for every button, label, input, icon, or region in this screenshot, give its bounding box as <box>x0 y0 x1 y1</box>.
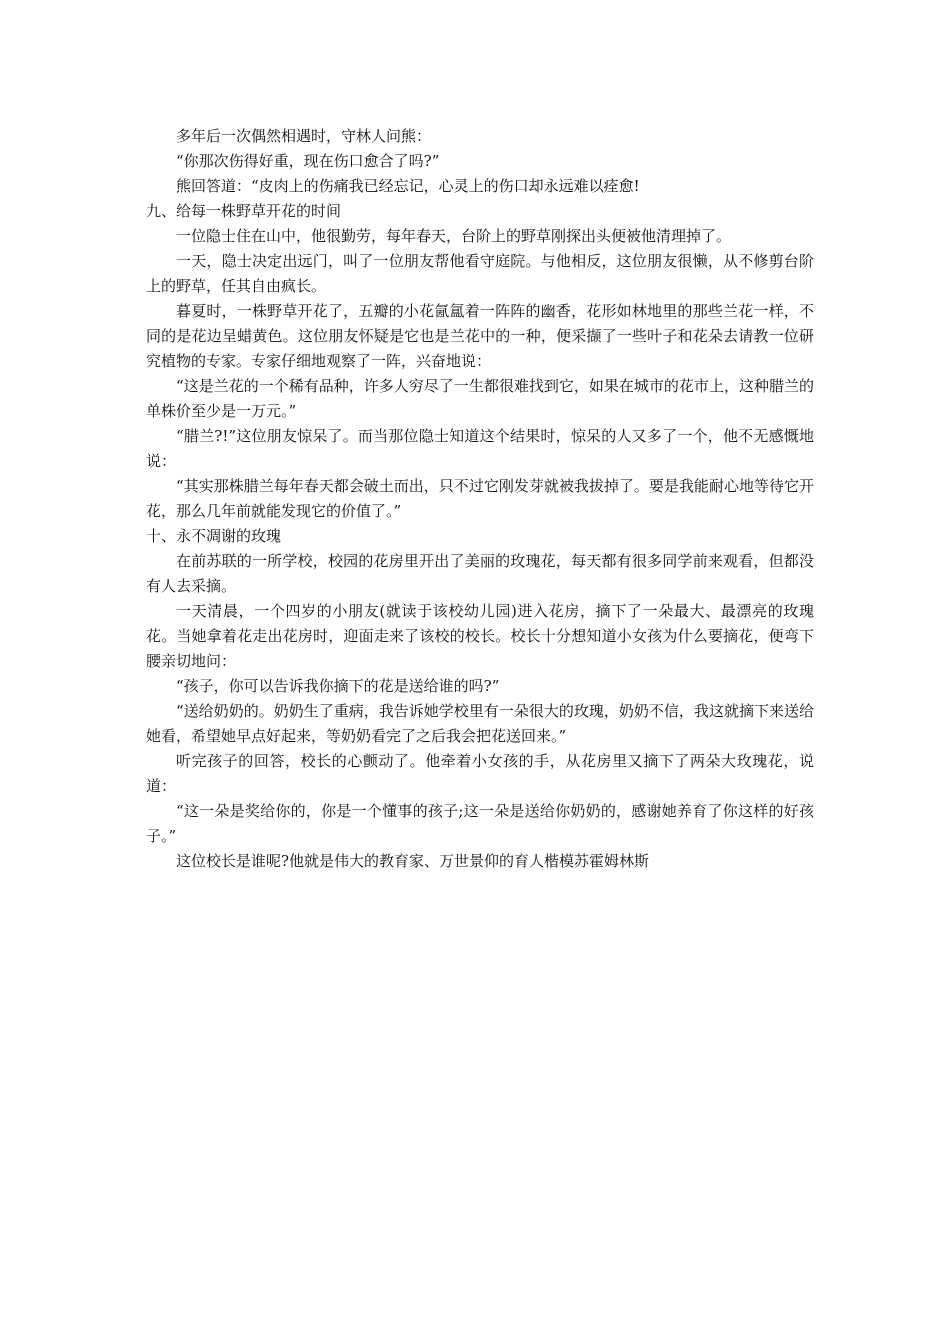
document-body <box>146 124 814 874</box>
paragraph: 一位隐士住在山中，他很勤劳，每年春天，台阶上的野草刚探出头便被他清理掉了。 <box>176 227 732 245</box>
paragraph: “腊兰?!”这位朋友惊呆了。而当那位隐士知道这个结果时，惊呆的人又多了一个，他不无感慨地说： <box>146 427 814 470</box>
paragraph: 在前苏联的一所学校，校园的花房里开出了美丽的玫瑰花，每天都有很多同学前来观看，但都没有人去采摘。 <box>146 552 814 595</box>
paragraph: “这是兰花的一个稀有品种，许多人穷尽了一生都很难找到它，如果在城市的花市上，这种腊兰的单株价至少是一万元。” <box>146 377 814 420</box>
paragraph: 一天清晨，一个四岁的小朋友(就读于该校幼儿园)进入花房，摘下了一朵最大、最漂亮的玫瑰花。当她拿着花走出花房时，迎面走来了该校的校长。校长十分想知道小女孩为什么要摘花，便弯下腰亲切地问： <box>146 602 814 670</box>
paragraph: 一天，隐士决定出远门，叫了一位朋友帮他看守庭院。与他相反，这位朋友很懒，从不修剪台阶上的野草，任其自由疯长。 <box>146 252 814 295</box>
section-heading: 九、给每一株野草开花的时间 <box>146 202 342 220</box>
paragraph: 这位校长是谁呢?他就是伟大的教育家、万世景仰的育人楷模苏霍姆林斯 <box>176 852 650 870</box>
paragraph: “送给奶奶的。奶奶生了重病，我告诉她学校里有一朵很大的玫瑰，奶奶不信，我这就摘下来送给她看，希望她早点好起来，等奶奶看完了之后我会把花送回来。” <box>146 702 814 745</box>
paragraph: 听完孩子的回答，校长的心颤动了。他牵着小女孩的手，从花房里又摘下了两朵大玫瑰花，说道： <box>146 752 814 795</box>
paragraph: 多年后一次偶然相遇时，守林人问熊： <box>176 127 432 145</box>
paragraph: 暮夏时，一株野草开花了，五瓣的小花氤氲着一阵阵的幽香，花形如林地里的那些兰花一样，不同的是花边呈蜡黄色。这位朋友怀疑是它也是兰花中的一种，便采撷了一些叶子和花朵去请教一位研究植物的专家。专家仔细地观察了一阵，兴奋地说： <box>146 302 814 370</box>
paragraph: “你那次伤得好重，现在伤口愈合了吗?” <box>176 152 440 170</box>
paragraph: “这一朵是奖给你的，你是一个懂事的孩子;这一朵是送给你奶奶的，感谢她养育了你这样的好孩子。” <box>146 802 814 845</box>
section-heading: 十、永不凋谢的玫瑰 <box>146 527 282 545</box>
paragraph: “孩子，你可以告诉我你摘下的花是送给谁的吗?” <box>176 677 500 695</box>
paragraph: “其实那株腊兰每年春天都会破土而出，只不过它刚发芽就被我拔掉了。要是我能耐心地等待它开花，那么几年前就能发现它的价值了。” <box>146 477 814 520</box>
paragraph: 熊回答道：“皮肉上的伤痛我已经忘记，心灵上的伤口却永远难以痊愈! <box>176 177 640 195</box>
